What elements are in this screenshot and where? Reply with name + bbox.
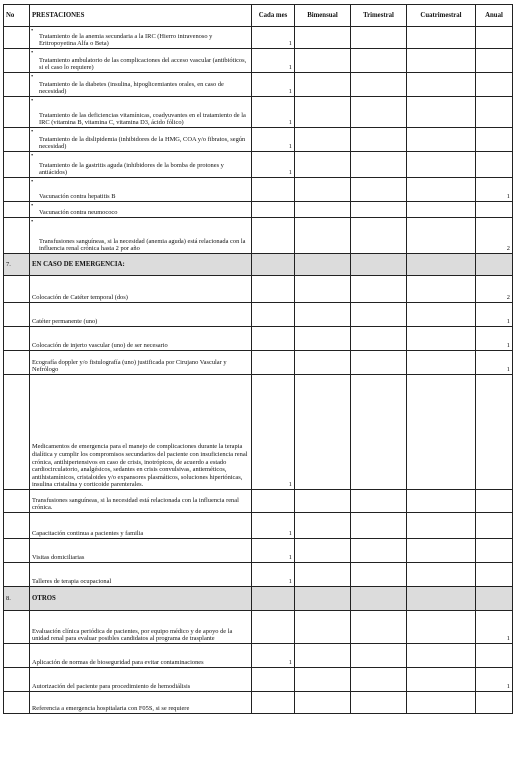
anual-cell bbox=[476, 539, 513, 563]
cada-mes-cell bbox=[252, 351, 295, 375]
anual-cell: 1 bbox=[476, 178, 513, 202]
table-header-row bbox=[4, 5, 513, 27]
cada-mes-cell: 1 bbox=[252, 27, 295, 49]
row-number-cell bbox=[4, 218, 30, 254]
cuatrimestral-cell bbox=[407, 178, 476, 202]
anual-cell: 1 bbox=[476, 351, 513, 375]
row-number-cell: 7. bbox=[4, 254, 30, 276]
trimestral-cell bbox=[351, 27, 407, 49]
anual-cell bbox=[476, 587, 513, 611]
anual-cell: 1 bbox=[476, 668, 513, 692]
cada-mes-cell: 1 bbox=[252, 97, 295, 128]
bimensual-cell bbox=[295, 351, 351, 375]
anual-cell: 2 bbox=[476, 276, 513, 303]
row-number-cell bbox=[4, 178, 30, 202]
cada-mes-cell: 1 bbox=[252, 73, 295, 97]
table-row bbox=[4, 611, 513, 644]
bimensual-cell bbox=[295, 644, 351, 668]
row-number-cell bbox=[4, 128, 30, 152]
prestacion-cell: Referencia a emergencia hospitalaria con F05S, si se requiere bbox=[30, 692, 252, 714]
cada-mes-cell: 1 bbox=[252, 152, 295, 178]
trimestral-cell bbox=[351, 276, 407, 303]
table-row bbox=[4, 97, 513, 128]
cuatrimestral-cell bbox=[407, 202, 476, 218]
bimensual-cell bbox=[295, 668, 351, 692]
bimensual-cell bbox=[295, 27, 351, 49]
trimestral-cell bbox=[351, 668, 407, 692]
cuatrimestral-cell bbox=[407, 539, 476, 563]
cuatrimestral-cell bbox=[407, 303, 476, 327]
bimensual-cell bbox=[295, 692, 351, 714]
anual-cell: 1 bbox=[476, 303, 513, 327]
prestaciones-table bbox=[3, 4, 513, 714]
trimestral-cell bbox=[351, 202, 407, 218]
prestacion-bullet-cell: • Tratamiento de la diabetes (insulina, hipoglicemiantes orales, en caso de necesidad) bbox=[30, 73, 252, 97]
table-row bbox=[4, 49, 513, 73]
anual-cell bbox=[476, 202, 513, 218]
anual-cell bbox=[476, 27, 513, 49]
row-number-cell bbox=[4, 539, 30, 563]
trimestral-cell bbox=[351, 375, 407, 490]
section-row bbox=[4, 254, 513, 276]
table-row bbox=[4, 202, 513, 218]
trimestral-cell bbox=[351, 587, 407, 611]
prestacion-cell: Ecografía doppler y/o fistulografía (uno) justificada por Cirujano Vascular y Nefrólogo bbox=[30, 351, 252, 375]
cada-mes-cell bbox=[252, 178, 295, 202]
prestacion-cell: Colocación de Catéter temporal (dos) bbox=[30, 276, 252, 303]
prestacion-cell: Catéter permanente (uno) bbox=[30, 303, 252, 327]
row-number-cell bbox=[4, 644, 30, 668]
cuatrimestral-cell bbox=[407, 218, 476, 254]
cada-mes-cell: 1 bbox=[252, 375, 295, 490]
row-number-cell bbox=[4, 692, 30, 714]
anual-cell bbox=[476, 490, 513, 513]
trimestral-cell bbox=[351, 644, 407, 668]
anual-cell: 1 bbox=[476, 611, 513, 644]
anual-cell bbox=[476, 49, 513, 73]
cada-mes-cell: 1 bbox=[252, 539, 295, 563]
prestacion-bullet-cell: • Vacunación contra hepatitis B bbox=[30, 178, 252, 202]
cada-mes-cell: 1 bbox=[252, 644, 295, 668]
trimestral-cell bbox=[351, 692, 407, 714]
table-row bbox=[4, 539, 513, 563]
anual-cell bbox=[476, 254, 513, 276]
row-number-cell bbox=[4, 97, 30, 128]
trimestral-cell bbox=[351, 611, 407, 644]
trimestral-cell bbox=[351, 513, 407, 539]
table-row bbox=[4, 27, 513, 49]
bimensual-cell bbox=[295, 327, 351, 351]
prestacion-bullet-cell: • Transfusiones sanguíneas, si la necesidad (anemia aguda) está relacionada con la influencia renal crónica hasta 2 por año bbox=[30, 218, 252, 254]
cuatrimestral-cell bbox=[407, 692, 476, 714]
cada-mes-cell bbox=[252, 202, 295, 218]
row-number-cell: 8. bbox=[4, 587, 30, 611]
cuatrimestral-cell bbox=[407, 327, 476, 351]
header-prestaciones: PRESTACIONES bbox=[30, 5, 252, 27]
prestacion-cell: Visitas domiciliarias bbox=[30, 539, 252, 563]
table-row bbox=[4, 128, 513, 152]
row-number-cell bbox=[4, 327, 30, 351]
table-row bbox=[4, 351, 513, 375]
anual-cell bbox=[476, 644, 513, 668]
table-row bbox=[4, 178, 513, 202]
trimestral-cell bbox=[351, 303, 407, 327]
cuatrimestral-cell bbox=[407, 152, 476, 178]
prestacion-bullet-cell: • Tratamiento de la dislipidemia (inhibidores de la HMG, COA y/o fibratos, según necesidad) bbox=[30, 128, 252, 152]
row-number-cell bbox=[4, 73, 30, 97]
cuatrimestral-cell bbox=[407, 351, 476, 375]
bimensual-cell bbox=[295, 218, 351, 254]
cada-mes-cell: 1 bbox=[252, 49, 295, 73]
row-number-cell bbox=[4, 611, 30, 644]
bimensual-cell bbox=[295, 49, 351, 73]
table-row bbox=[4, 73, 513, 97]
bimensual-cell bbox=[295, 490, 351, 513]
trimestral-cell bbox=[351, 563, 407, 587]
prestacion-cell: Colocación de injerto vascular (uno) de ser necesario bbox=[30, 327, 252, 351]
prestacion-cell: Aplicación de normas de bioseguridad para evitar contaminaciones bbox=[30, 644, 252, 668]
prestacion-bullet-cell: • Tratamiento ambulatorio de las complicaciones del acceso vascular (antibióticos, si el caso lo requiere) bbox=[30, 49, 252, 73]
table-row bbox=[4, 276, 513, 303]
row-number-cell bbox=[4, 303, 30, 327]
bimensual-cell bbox=[295, 539, 351, 563]
anual-cell: 1 bbox=[476, 327, 513, 351]
cada-mes-cell bbox=[252, 668, 295, 692]
row-number-cell bbox=[4, 668, 30, 692]
anual-cell bbox=[476, 513, 513, 539]
row-number-cell bbox=[4, 27, 30, 49]
bimensual-cell bbox=[295, 254, 351, 276]
header-anual: Anual bbox=[476, 5, 513, 27]
prestacion-cell: Evaluación clínica periódica de pacientes, por equipo médico y de apoyo de la unidad renal para evaluar posibles candidatos al programa de trasplante bbox=[30, 611, 252, 644]
cada-mes-cell bbox=[252, 303, 295, 327]
cuatrimestral-cell bbox=[407, 27, 476, 49]
cuatrimestral-cell bbox=[407, 276, 476, 303]
table-row bbox=[4, 375, 513, 490]
row-number-cell bbox=[4, 375, 30, 490]
trimestral-cell bbox=[351, 351, 407, 375]
table-row bbox=[4, 513, 513, 539]
anual-cell bbox=[476, 563, 513, 587]
cuatrimestral-cell bbox=[407, 611, 476, 644]
bimensual-cell bbox=[295, 202, 351, 218]
cada-mes-cell bbox=[252, 254, 295, 276]
prestacion-cell: Medicamentos de emergencia para el manejo de complicaciones durante la terapia dialítica y cumplir los compromisos secundarios del paciente con insuficiencia renal crónica, antihipertensivos en caso de crisis, inotrópicos, de acuerdo a estado cardiocirculatorio, analgésicos, sedantes en crisis convulsivas, antieméticos, antihistamínicos, cristaloides y/o expansores plasmáticos, soluciones hipertónicas, insulina cristalina y corticoide parenterales. bbox=[30, 375, 252, 490]
cuatrimestral-cell bbox=[407, 644, 476, 668]
row-number-cell bbox=[4, 490, 30, 513]
bimensual-cell bbox=[295, 97, 351, 128]
prestacion-cell: Autorización del paciente para procedimiento de hemodiálisis bbox=[30, 668, 252, 692]
trimestral-cell bbox=[351, 218, 407, 254]
cada-mes-cell bbox=[252, 218, 295, 254]
header-trimestral: Trimestral bbox=[351, 5, 407, 27]
cada-mes-cell bbox=[252, 611, 295, 644]
header-no: No bbox=[4, 5, 30, 27]
cuatrimestral-cell bbox=[407, 128, 476, 152]
trimestral-cell bbox=[351, 178, 407, 202]
table-row bbox=[4, 490, 513, 513]
row-number-cell bbox=[4, 152, 30, 178]
prestacion-bullet-cell: • Vacunación contra neumococo bbox=[30, 202, 252, 218]
trimestral-cell bbox=[351, 73, 407, 97]
header-cada-mes: Cada mes bbox=[252, 5, 295, 27]
cuatrimestral-cell bbox=[407, 668, 476, 692]
trimestral-cell bbox=[351, 490, 407, 513]
trimestral-cell bbox=[351, 254, 407, 276]
trimestral-cell bbox=[351, 327, 407, 351]
cada-mes-cell bbox=[252, 276, 295, 303]
bimensual-cell bbox=[295, 178, 351, 202]
trimestral-cell bbox=[351, 49, 407, 73]
bimensual-cell bbox=[295, 513, 351, 539]
table-row bbox=[4, 563, 513, 587]
anual-cell bbox=[476, 152, 513, 178]
table-row bbox=[4, 152, 513, 178]
bimensual-cell bbox=[295, 375, 351, 490]
prestacion-bullet-cell: • Tratamiento de la gastritis aguda (inhibidores de la bomba de protones y antiácidos) bbox=[30, 152, 252, 178]
cuatrimestral-cell bbox=[407, 375, 476, 490]
trimestral-cell bbox=[351, 539, 407, 563]
row-number-cell bbox=[4, 276, 30, 303]
prestacion-bullet-cell: • Tratamiento de la anemia secundaria a la IRC (Hierro intravenoso y Eritropoyetina Alfa o Beta) bbox=[30, 27, 252, 49]
cuatrimestral-cell bbox=[407, 49, 476, 73]
row-number-cell bbox=[4, 202, 30, 218]
cada-mes-cell bbox=[252, 587, 295, 611]
table-row bbox=[4, 644, 513, 668]
row-number-cell bbox=[4, 563, 30, 587]
cada-mes-cell: 1 bbox=[252, 128, 295, 152]
cuatrimestral-cell bbox=[407, 73, 476, 97]
row-number-cell bbox=[4, 49, 30, 73]
bimensual-cell bbox=[295, 73, 351, 97]
trimestral-cell bbox=[351, 97, 407, 128]
bimensual-cell bbox=[295, 276, 351, 303]
cada-mes-cell: 1 bbox=[252, 513, 295, 539]
section-row bbox=[4, 587, 513, 611]
prestacion-cell: EN CASO DE EMERGENCIA: bbox=[30, 254, 252, 276]
prestacion-bullet-cell: • Tratamiento de las deficiencias vitamínicas, coadyuvantes en el tratamiento de la IRC (vitamina B, vitamina C, vitamina D3, ácido fólico) bbox=[30, 97, 252, 128]
table-row bbox=[4, 327, 513, 351]
cuatrimestral-cell bbox=[407, 97, 476, 128]
cada-mes-cell bbox=[252, 692, 295, 714]
trimestral-cell bbox=[351, 128, 407, 152]
cuatrimestral-cell bbox=[407, 513, 476, 539]
prestacion-cell: Talleres de terapia ocupacional bbox=[30, 563, 252, 587]
cuatrimestral-cell bbox=[407, 587, 476, 611]
table-row bbox=[4, 303, 513, 327]
anual-cell: 2 bbox=[476, 218, 513, 254]
prestacion-cell: Transfusiones sanguíneas, si la necesidad está relacionada con la influencia renal crónica. bbox=[30, 490, 252, 513]
bimensual-cell bbox=[295, 563, 351, 587]
anual-cell bbox=[476, 97, 513, 128]
bimensual-cell bbox=[295, 611, 351, 644]
prestacion-cell: Capacitación continua a pacientes y familia bbox=[30, 513, 252, 539]
table-body bbox=[4, 27, 513, 714]
anual-cell bbox=[476, 128, 513, 152]
anual-cell bbox=[476, 692, 513, 714]
table-row bbox=[4, 668, 513, 692]
cuatrimestral-cell bbox=[407, 254, 476, 276]
prestacion-cell: OTROS bbox=[30, 587, 252, 611]
bimensual-cell bbox=[295, 303, 351, 327]
bimensual-cell bbox=[295, 128, 351, 152]
cada-mes-cell: 1 bbox=[252, 563, 295, 587]
row-number-cell bbox=[4, 513, 30, 539]
table-row bbox=[4, 218, 513, 254]
trimestral-cell bbox=[351, 152, 407, 178]
anual-cell bbox=[476, 73, 513, 97]
cuatrimestral-cell bbox=[407, 563, 476, 587]
header-cuatrimestral: Cuatrimestral bbox=[407, 5, 476, 27]
cuatrimestral-cell bbox=[407, 490, 476, 513]
bimensual-cell bbox=[295, 587, 351, 611]
row-number-cell bbox=[4, 351, 30, 375]
header-bimensual: Bimensual bbox=[295, 5, 351, 27]
anual-cell bbox=[476, 375, 513, 490]
cada-mes-cell bbox=[252, 490, 295, 513]
table-row bbox=[4, 692, 513, 714]
bimensual-cell bbox=[295, 152, 351, 178]
cada-mes-cell bbox=[252, 327, 295, 351]
